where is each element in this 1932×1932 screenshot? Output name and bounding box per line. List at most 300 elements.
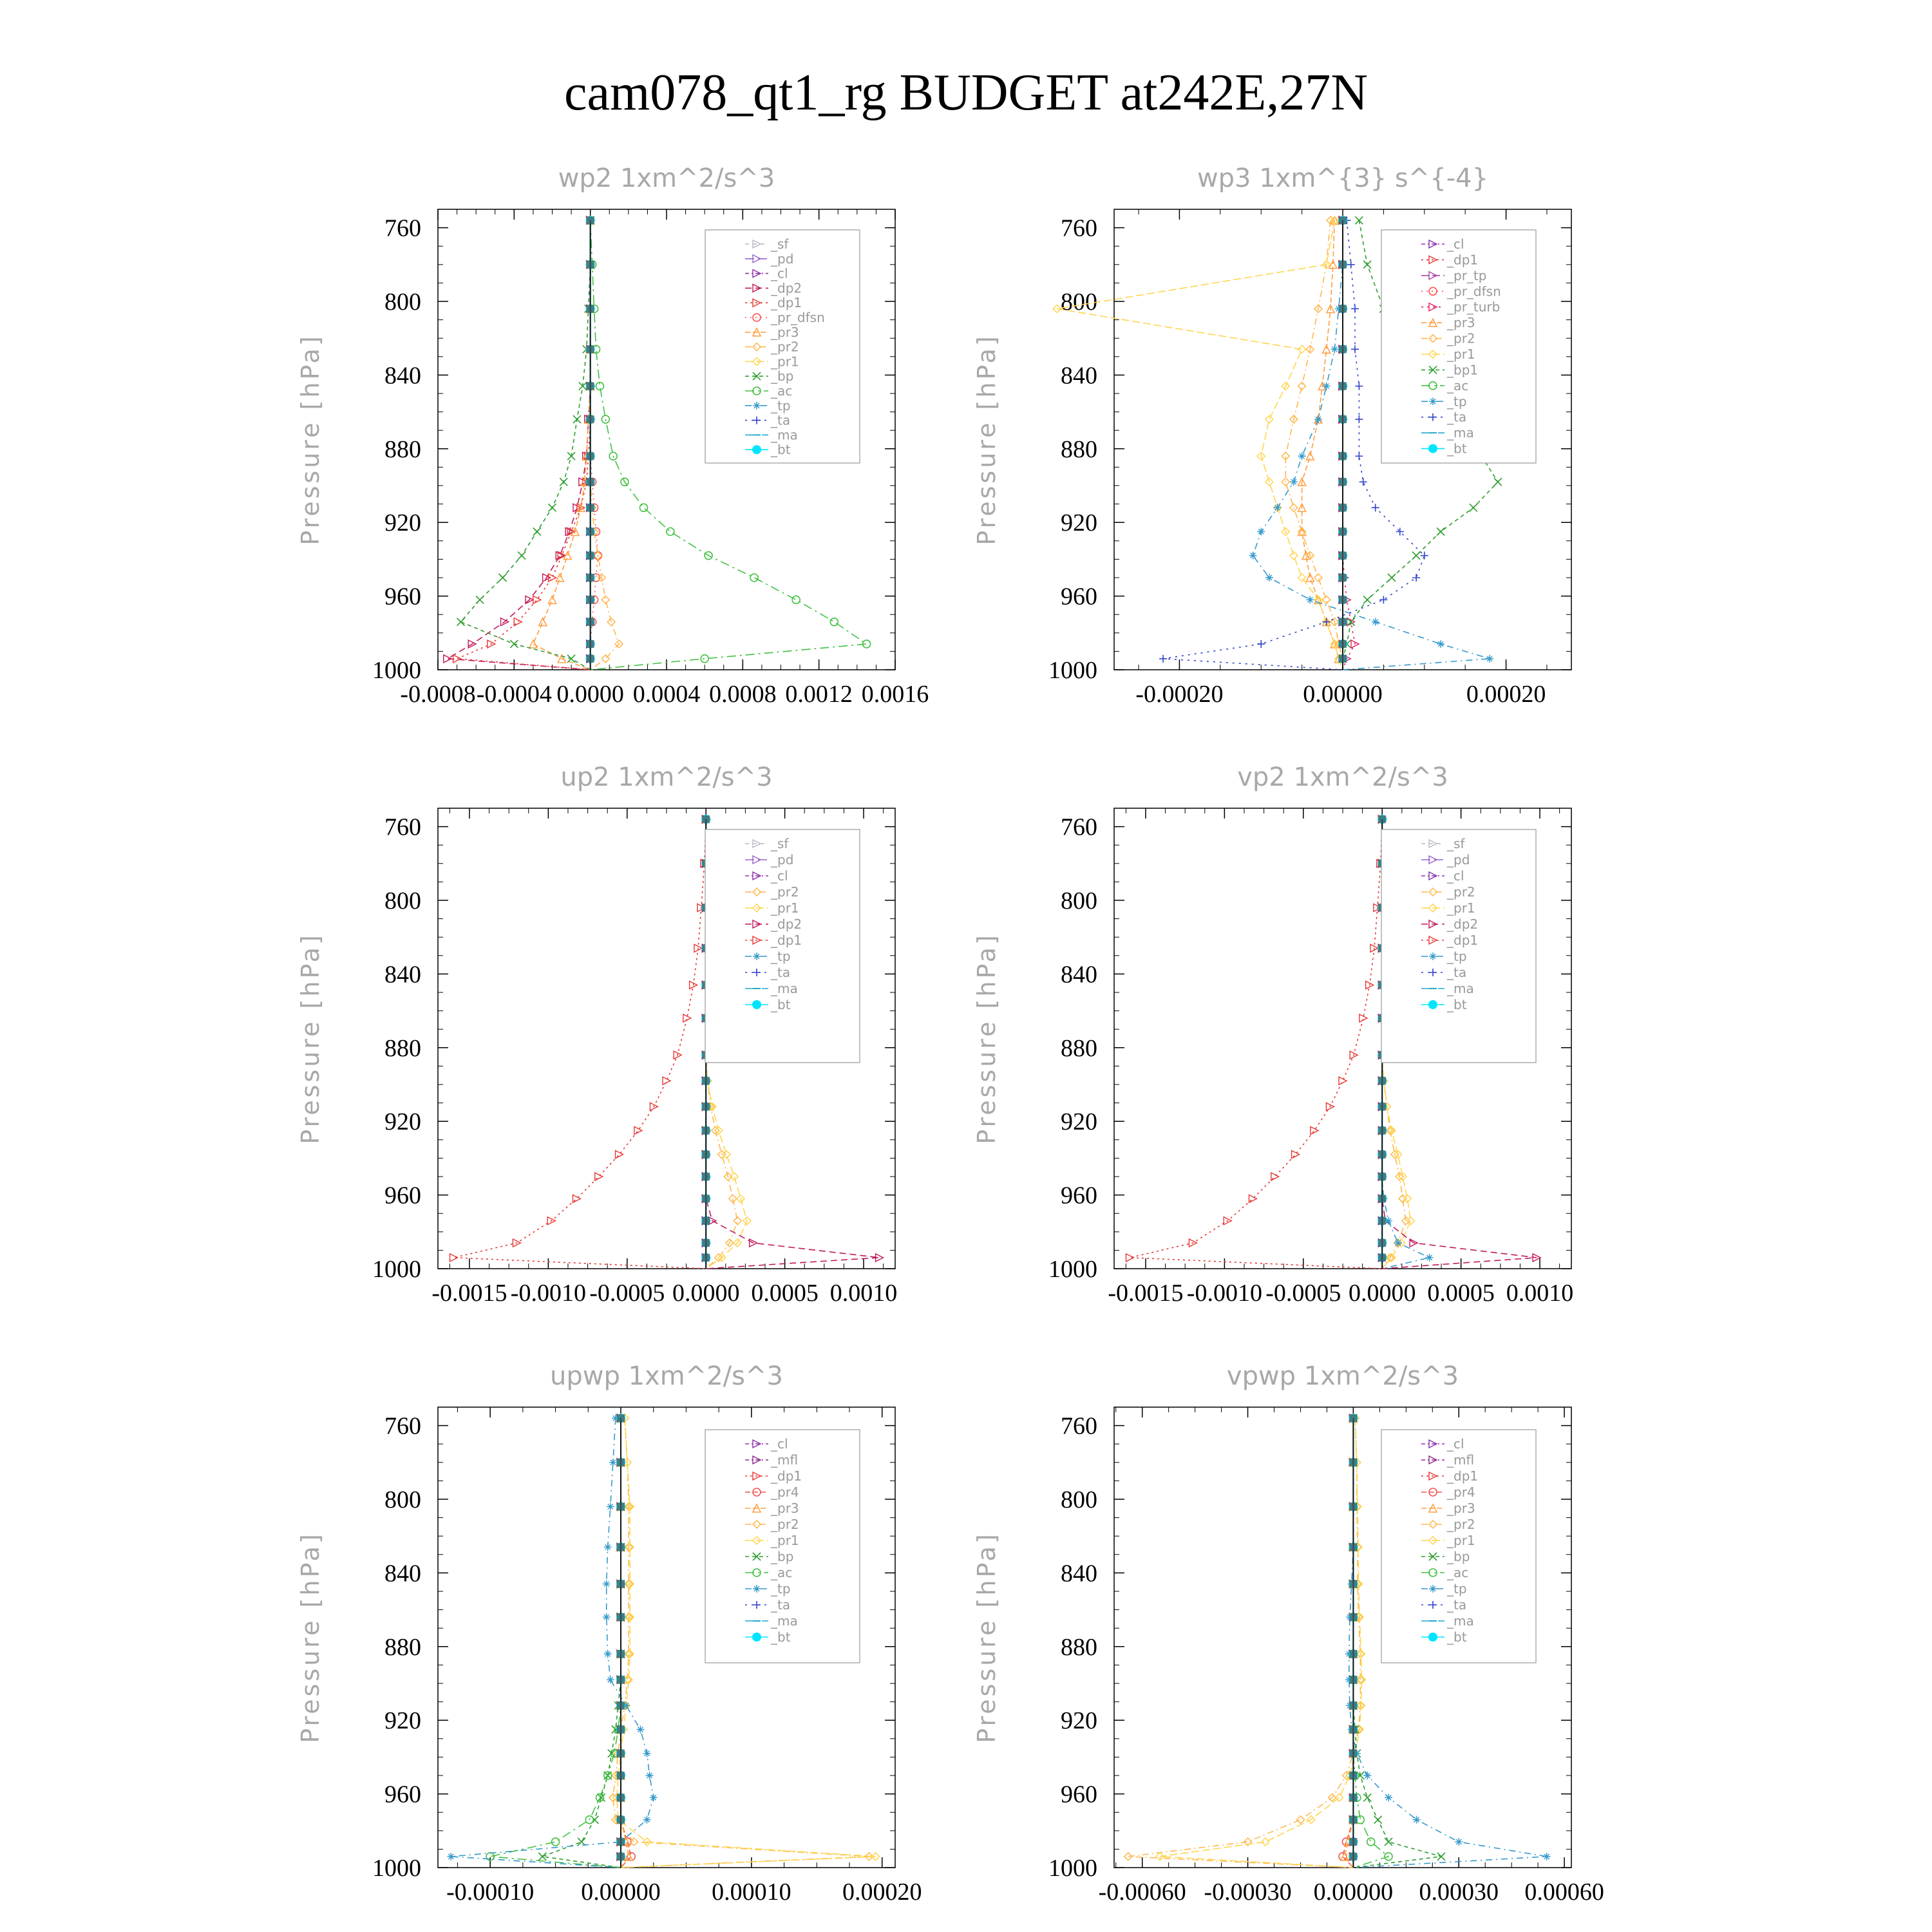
legend-label: _cl: [771, 265, 788, 281]
x-tick-label: -0.0004: [476, 681, 552, 708]
legend-label: _pr2: [771, 339, 799, 355]
legend-label: _pr_turb: [1447, 299, 1501, 315]
legend: [705, 829, 860, 1063]
x-tick-label: 0.00000: [1303, 681, 1383, 708]
data-point-total: [702, 1195, 710, 1202]
data-point-total: [702, 1127, 710, 1135]
data-point-pr2: [729, 1195, 737, 1202]
legend-label: _tp: [1447, 1581, 1467, 1596]
x-tick-label: -0.0010: [510, 1280, 586, 1307]
panel-2: [972, 164, 1571, 708]
y-tick-label: 920: [1061, 1108, 1097, 1136]
data-point-dp1: [1339, 1077, 1347, 1084]
data-point-bp1: [1363, 596, 1371, 603]
legend-label: _ma: [1447, 425, 1474, 441]
data-point-tp: [604, 1650, 612, 1658]
legend-label: _pd: [771, 852, 794, 867]
x-tick-label: -0.0015: [1108, 1280, 1184, 1307]
legend-label: _tp: [771, 949, 791, 964]
legend-label: _pr_tp: [1447, 267, 1487, 283]
data-point-total: [1349, 1853, 1357, 1861]
legend-label: _ta: [771, 965, 791, 980]
data-point-ta: [1159, 655, 1167, 663]
data-point-tp: [1323, 383, 1331, 390]
data-point-total: [702, 1173, 710, 1180]
x-tick-label: -0.0005: [1265, 1280, 1341, 1307]
x-tick-label: -0.00060: [1098, 1879, 1186, 1906]
x-tick-label: -0.00030: [1204, 1879, 1292, 1906]
data-point-total: [1378, 1077, 1386, 1084]
legend-label: _pr3: [1447, 315, 1475, 331]
data-point-total: [1339, 640, 1347, 648]
data-point-total: [702, 1103, 710, 1110]
legend-label: _cl: [1447, 1436, 1464, 1452]
data-point-tp: [1274, 504, 1282, 511]
legend-label: _tp: [1447, 949, 1467, 964]
series-line-pr2: [1128, 1418, 1361, 1868]
data-point-bp: [1437, 1853, 1445, 1861]
data-point-tp: [1426, 1254, 1434, 1262]
data-point-total: [1378, 1217, 1386, 1225]
data-point-total: [587, 618, 594, 626]
y-tick-label: 800: [384, 1486, 421, 1513]
panel-title: vpwp 1xm^2/s^3: [1226, 1361, 1459, 1391]
y-tick-label: 840: [384, 1560, 421, 1587]
data-point-total: [1339, 345, 1347, 353]
data-point-total: [702, 1151, 710, 1159]
data-point-total: [587, 640, 594, 648]
x-tick-label: 0.0016: [861, 681, 929, 708]
data-point-total: [1378, 1254, 1386, 1262]
data-point-total: [617, 1816, 625, 1824]
legend-label: _bt: [1447, 440, 1467, 457]
data-point-dp1: [1311, 1127, 1318, 1135]
legend-label: _pr4: [1447, 1484, 1475, 1500]
legend: [1381, 230, 1536, 463]
data-point-ta: [1355, 415, 1363, 423]
data-point-total: [617, 1502, 625, 1510]
data-point-pr2: [1282, 478, 1289, 486]
legend-label: _ma: [771, 1613, 798, 1629]
y-axis-label: Pressure [hPa]: [972, 334, 1001, 545]
data-point-bp: [573, 415, 581, 423]
data-point-total: [1378, 1103, 1386, 1110]
data-point-pr3: [529, 640, 537, 648]
data-point-total: [1339, 552, 1347, 560]
legend-label: _ta: [771, 1597, 791, 1613]
data-point-total: [1349, 1676, 1357, 1683]
data-point-total: [1349, 1580, 1357, 1588]
data-point-total: [702, 815, 710, 823]
data-point-total: [1339, 574, 1347, 582]
data-point-pr2: [1323, 596, 1331, 603]
y-tick-label: 800: [384, 289, 421, 316]
data-point-total: [617, 1838, 625, 1846]
y-tick-label: 880: [1061, 1034, 1097, 1062]
series-line-pr2: [1285, 220, 1343, 670]
data-point-tp: [643, 1816, 651, 1824]
data-point-total: [587, 478, 594, 486]
y-axis-label: Pressure [hPa]: [972, 933, 1001, 1144]
data-point-ac: [1367, 1838, 1375, 1846]
x-tick-label: 0.00010: [712, 1879, 791, 1906]
legend-marker: [752, 1633, 761, 1642]
data-point-ac: [750, 574, 758, 582]
data-point-dp1: [663, 1077, 670, 1084]
data-point-ta: [1372, 504, 1379, 511]
y-tick-label: 800: [1061, 289, 1097, 316]
data-point-dp1: [634, 1127, 642, 1135]
legend-label: _dp1: [1447, 252, 1479, 268]
legend-label: _tp: [1447, 393, 1467, 410]
data-point-pr2: [607, 618, 615, 626]
data-point-tp: [1331, 345, 1338, 353]
data-point-total: [587, 596, 594, 603]
panel-title: vp2 1xm^2/s^3: [1237, 762, 1448, 792]
y-tick-label: 840: [1061, 961, 1097, 989]
y-axis-label: Pressure [hPa]: [972, 1531, 1001, 1743]
data-point-total: [587, 552, 594, 560]
data-point-total: [1339, 528, 1347, 536]
data-point-tp: [646, 1772, 654, 1779]
x-tick-label: 0.00000: [581, 1879, 661, 1906]
y-tick-label: 880: [1061, 435, 1097, 463]
data-point-total: [617, 1650, 625, 1658]
data-point-tp: [643, 1750, 651, 1757]
data-point-ta: [1412, 574, 1420, 582]
y-tick-label: 760: [384, 1412, 421, 1440]
legend-label: _dp2: [771, 280, 802, 296]
legend-marker: [752, 1000, 761, 1009]
data-point-dp1: [1292, 1151, 1300, 1159]
data-point-total: [1349, 1750, 1357, 1757]
legend-marker: [1428, 444, 1437, 453]
data-point-tp: [1298, 452, 1306, 460]
data-point-bp: [1363, 1794, 1371, 1801]
legend-label: _cl: [771, 868, 788, 884]
y-tick-label: 880: [384, 1034, 421, 1062]
data-point-total: [617, 1772, 625, 1779]
data-point-ac: [701, 655, 708, 663]
data-point-total: [1339, 216, 1347, 224]
legend-marker: [1428, 1000, 1437, 1009]
legend-label: _bt: [1447, 997, 1467, 1012]
y-tick-label: 1000: [372, 657, 421, 684]
data-point-total: [587, 216, 594, 224]
series-line-bp: [542, 1418, 621, 1868]
data-point-tp: [1455, 1838, 1463, 1846]
legend: [1381, 829, 1536, 1063]
legend-label: _pr1: [771, 354, 799, 370]
data-point-tp: [1486, 655, 1493, 663]
data-point-ta: [1347, 261, 1355, 269]
legend-label: _bp: [771, 1549, 794, 1564]
legend-label: _ac: [771, 383, 793, 399]
data-point-pr3: [556, 574, 564, 582]
legend-label: _tp: [771, 397, 791, 413]
data-point-tp: [607, 1676, 614, 1683]
y-tick-label: 1000: [1048, 1855, 1097, 1882]
legend: [1381, 1430, 1536, 1663]
data-point-ac: [640, 504, 648, 511]
data-point-pr2: [1314, 574, 1322, 582]
data-point-bp: [518, 552, 526, 560]
data-point-ta: [1323, 618, 1331, 626]
y-tick-label: 760: [1061, 214, 1097, 242]
y-tick-label: 760: [384, 813, 421, 841]
data-point-total: [1349, 1459, 1357, 1466]
data-point-total: [1349, 1726, 1357, 1734]
data-point-pr3: [549, 596, 556, 603]
data-point-ac: [552, 1838, 560, 1846]
data-point-total: [1339, 618, 1347, 626]
panel-3: [296, 762, 897, 1307]
data-point-tp: [609, 1459, 617, 1466]
x-tick-label: 0.0010: [829, 1280, 898, 1307]
x-tick-label: -0.0010: [1186, 1280, 1262, 1307]
data-point-total: [1349, 1794, 1357, 1801]
legend-label: _ma: [1447, 981, 1474, 996]
y-tick-label: 1000: [372, 1256, 421, 1283]
legend-label: _ac: [1447, 377, 1469, 393]
data-point-total: [587, 261, 594, 269]
x-tick-label: 0.00030: [1419, 1879, 1499, 1906]
data-point-bp: [533, 528, 541, 536]
legend-label: _pr1: [1447, 346, 1475, 362]
legend: [705, 1430, 860, 1663]
data-point-total: [587, 383, 594, 390]
data-point-total: [617, 1580, 625, 1588]
data-point-total: [1349, 1701, 1357, 1709]
legend-label: _sf: [771, 836, 789, 851]
legend-label: _pr2: [1447, 884, 1475, 900]
data-point-total: [617, 1613, 625, 1621]
legend-label: _pr_dfsn: [1447, 283, 1501, 299]
data-point-total: [1349, 1414, 1357, 1422]
legend-label: _bt: [771, 1629, 791, 1645]
data-point-total: [587, 415, 594, 423]
data-point-tp: [1249, 552, 1257, 560]
data-point-total: [1378, 815, 1386, 823]
data-point-tp: [1437, 640, 1444, 648]
y-tick-label: 1000: [1048, 657, 1097, 684]
panel-4: [972, 762, 1573, 1307]
data-point-total: [617, 1726, 625, 1734]
data-point-total: [1339, 383, 1347, 390]
legend-label: _pr1: [1447, 900, 1475, 916]
series-line-pr1: [1057, 220, 1343, 670]
legend-label: _bt: [1447, 1629, 1467, 1645]
data-point-tp: [636, 1726, 644, 1734]
y-tick-label: 960: [1061, 1182, 1097, 1209]
y-tick-label: 960: [384, 1182, 421, 1209]
legend-label: _pr1: [1447, 1533, 1475, 1548]
data-point-total: [1349, 1650, 1357, 1658]
y-tick-label: 840: [384, 961, 421, 989]
legend-label: _ta: [1447, 965, 1467, 980]
data-point-pr1: [723, 1151, 730, 1159]
legend-label: _dp1: [771, 1468, 802, 1484]
legend-label: _ta: [1447, 409, 1467, 425]
x-tick-label: 0.0005: [1427, 1280, 1495, 1307]
y-tick-label: 960: [1061, 1781, 1097, 1808]
data-point-pr1: [1265, 415, 1273, 423]
data-point-total: [1378, 1127, 1386, 1135]
x-tick-label: 0.0012: [785, 681, 853, 708]
legend-label: _ma: [771, 981, 798, 996]
data-point-total: [702, 1077, 710, 1084]
legend-label: _dp1: [1447, 933, 1479, 948]
data-point-bp: [510, 640, 518, 648]
x-tick-label: 0.0004: [632, 681, 701, 708]
y-tick-label: 880: [384, 1633, 421, 1661]
data-point-pr2: [1298, 383, 1306, 390]
x-tick-label: 0.00060: [1524, 1879, 1604, 1906]
data-point-ta: [1379, 596, 1387, 603]
data-point-total: [1349, 1543, 1357, 1551]
legend-label: _ma: [771, 427, 798, 443]
data-point-dp1: [533, 596, 541, 603]
data-point-total: [617, 1750, 625, 1757]
data-point-tp: [1363, 1772, 1371, 1779]
data-point-tp: [1314, 415, 1322, 423]
y-tick-label: 920: [384, 1108, 421, 1136]
data-point-total: [1378, 1151, 1386, 1159]
y-tick-label: 960: [384, 583, 421, 611]
y-tick-label: 800: [384, 887, 421, 914]
x-tick-label: 0.0008: [709, 681, 777, 708]
legend-label: _bp: [1447, 1549, 1470, 1564]
legend-label: _dp1: [771, 295, 802, 311]
x-tick-label: 0.00020: [842, 1879, 922, 1906]
data-point-bp: [560, 478, 567, 486]
x-tick-label: 0.0010: [1506, 1280, 1574, 1307]
series-line-dp1: [1130, 819, 1383, 1269]
legend-label: _ac: [771, 1565, 793, 1580]
series-line-pr3: [533, 220, 591, 670]
y-tick-label: 960: [384, 1781, 421, 1808]
y-tick-label: 840: [1061, 362, 1097, 390]
data-point-total: [587, 305, 594, 312]
data-point-ac: [667, 528, 674, 536]
x-tick-label: 0.00000: [1313, 1879, 1394, 1906]
series-line-ac: [490, 1418, 621, 1868]
legend-label: _pd: [1447, 852, 1470, 867]
data-point-total: [1349, 1816, 1357, 1824]
y-tick-label: 800: [1061, 887, 1097, 914]
panel-title: up2 1xm^2/s^3: [560, 762, 773, 792]
data-point-total: [1339, 478, 1347, 486]
legend-label: _bt: [771, 442, 791, 458]
legend-label: _pr1: [771, 900, 799, 916]
x-tick-label: -0.00020: [1135, 681, 1224, 708]
data-point-tp: [604, 1543, 612, 1551]
panels-container: [296, 164, 1604, 1906]
data-point-tp: [1306, 596, 1314, 603]
y-tick-label: 880: [384, 435, 421, 463]
data-point-total: [1339, 452, 1347, 460]
legend-label: _ac: [1447, 1565, 1469, 1580]
x-tick-label: 0.0000: [1348, 1280, 1416, 1307]
data-point-total: [702, 1217, 710, 1225]
x-tick-label: 0.0000: [556, 681, 624, 708]
y-tick-label: 920: [1061, 1707, 1097, 1735]
legend-label: _pr2: [771, 884, 799, 900]
y-axis-label: Pressure [hPa]: [296, 334, 325, 545]
data-point-bp: [1385, 1838, 1392, 1846]
data-point-total: [1339, 305, 1347, 312]
data-point-total: [617, 1543, 625, 1551]
legend-label: _cl: [1447, 236, 1464, 252]
data-point-ta: [1351, 305, 1359, 312]
x-tick-label: 0.00020: [1466, 681, 1546, 708]
y-tick-label: 760: [384, 214, 421, 242]
y-tick-label: 760: [1061, 813, 1097, 841]
legend-label: _pr2: [771, 1517, 799, 1532]
legend-label: _ta: [1447, 1597, 1467, 1613]
y-tick-label: 880: [1061, 1633, 1097, 1661]
legend-label: _bp1: [1447, 362, 1479, 378]
legend-label: _cl: [771, 1436, 788, 1452]
data-point-total: [587, 655, 594, 663]
legend-label: _sf: [1447, 836, 1465, 851]
legend-label: _pr3: [771, 324, 799, 340]
panel-6: [972, 1361, 1604, 1906]
data-point-bp: [1374, 1816, 1382, 1824]
data-point-total: [702, 1239, 710, 1247]
data-point-total: [702, 1254, 710, 1262]
y-tick-label: 1000: [372, 1855, 421, 1882]
data-point-total: [1339, 596, 1347, 603]
data-point-total: [617, 1676, 625, 1683]
data-point-bp: [457, 618, 465, 626]
x-tick-label: 0.0005: [751, 1280, 819, 1307]
data-point-bp1: [1363, 261, 1371, 269]
data-point-total: [587, 345, 594, 353]
data-point-total: [587, 528, 594, 536]
legend-label: _bt: [771, 997, 791, 1012]
legend-label: _tp: [771, 1581, 791, 1596]
legend-label: _pr3: [771, 1501, 799, 1516]
data-point-pr2: [1296, 1816, 1304, 1824]
y-tick-label: 960: [1061, 583, 1097, 611]
data-point-tp: [1543, 1853, 1551, 1861]
data-point-tp: [447, 1853, 455, 1861]
data-point-total: [1339, 261, 1347, 269]
data-point-bp1: [1388, 574, 1396, 582]
y-tick-label: 760: [1061, 1412, 1097, 1440]
data-point-ta: [1257, 640, 1265, 648]
data-point-tp: [603, 1613, 611, 1621]
data-point-bp1: [1437, 528, 1444, 536]
data-point-total: [587, 504, 594, 511]
x-tick-label: -0.00010: [446, 1879, 535, 1906]
data-point-total: [1349, 1838, 1357, 1846]
legend: [705, 230, 860, 463]
series-line-dp2: [448, 220, 591, 670]
data-point-total: [617, 1701, 625, 1709]
legend-label: _dp2: [771, 916, 802, 932]
data-point-tp: [1394, 1239, 1402, 1247]
data-point-bp: [538, 1853, 546, 1861]
y-tick-label: 840: [384, 362, 421, 390]
data-point-total: [1378, 1173, 1386, 1180]
y-tick-label: 920: [384, 509, 421, 537]
panel-title: wp3 1xm^{3} s^{-4}: [1197, 164, 1489, 193]
data-point-dp1: [616, 1151, 623, 1159]
legend-label: _ta: [771, 412, 791, 428]
data-point-total: [1349, 1502, 1357, 1510]
